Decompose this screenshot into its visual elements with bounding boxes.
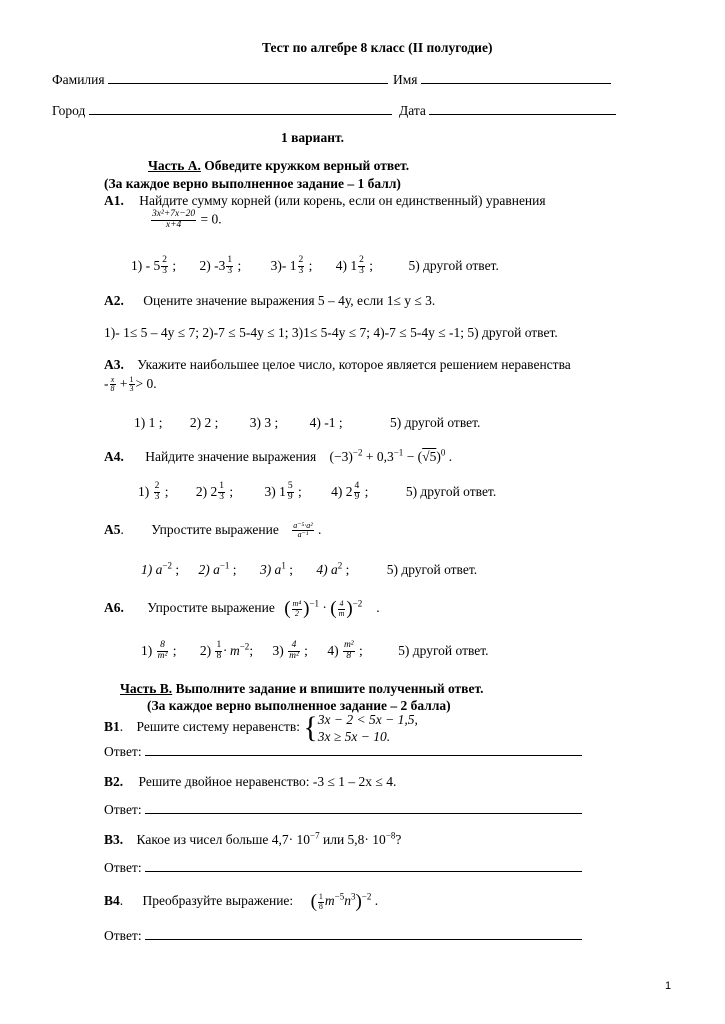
name-field[interactable] [421, 83, 611, 84]
task-text: Укажите наибольшее целое число, которое является решением неравенства [137, 357, 571, 372]
b3-answer-field[interactable] [145, 871, 582, 872]
a1-options [131, 256, 499, 277]
b1-answer-row [104, 744, 582, 760]
option-4[interactable]: 4) 1 $\frac{2}{3}$ ; [335, 255, 374, 276]
part-b-instruction: Выполните задание и впишите полученный ответ. [172, 681, 484, 696]
task-text: Найдите сумму корней (или корень, если он единственный) уравнения [139, 193, 546, 208]
option-1[interactable]: 1) $\frac{2}{3}$ ; [138, 481, 169, 502]
part-a-scoring: (За каждое верно выполненное задание – 1 балл) [104, 176, 401, 191]
task-a3 [104, 357, 571, 373]
a3-options [134, 415, 480, 431]
test-title: Тест по алгебре 8 класс (II полугодие) [262, 40, 493, 55]
option-4[interactable]: 4) 2 $\frac{4}{9}$ ; [331, 481, 369, 502]
task-a5: А5. Упростите выражение $\frac{\text{a⁻⁵·a²}}{\text{a⁻¹}}$ . [104, 521, 322, 540]
option-1[interactable]: 1) 1 ; [134, 415, 163, 430]
task-b3 [104, 832, 401, 848]
a3-inequality: - $\frac{x}{8}$ + $\frac{1}{3}$ > 0. [104, 375, 157, 394]
system-brace: { [303, 711, 318, 744]
task-label: А3. [104, 357, 124, 372]
option-5[interactable]: 5) другой ответ. [386, 562, 478, 577]
name-row [393, 72, 611, 88]
task-text: Решите двойное неравенство: -3 ≤ 1 – 2х ≤ 4. [138, 774, 397, 789]
option-3[interactable]: 3) $\frac{4}{\text{m²}}$ ; [272, 640, 308, 661]
surname-row [52, 72, 388, 88]
a4-expression: $(-3)^{-2} + 0,3^{-1} - (√5)^0$ . [329, 447, 453, 464]
task-text: Преобразуйте выражение: [142, 893, 294, 909]
city-label: Город [52, 103, 86, 118]
a4-options [138, 482, 496, 503]
option-2[interactable]: 2) 2 $\frac{1}{3}$ ; [195, 481, 234, 502]
surname-label: Фамилия [52, 72, 105, 87]
option-3[interactable]: 3) 1 $\frac{5}{9}$ ; [264, 481, 302, 502]
task-a2 [104, 293, 435, 309]
date-label: Дата [399, 103, 426, 118]
option-5[interactable]: 5) другой ответ. [390, 415, 481, 430]
option-2[interactable]: 2) 2 ; [189, 415, 219, 430]
b2-answer-field[interactable] [145, 813, 582, 814]
part-b-scoring: (За каждое верно выполненное задание – 2 балла) [147, 698, 451, 713]
b4-expression: ( $\frac{1}{8}$ $m^{-5}n^3)^{-2}$ . [310, 891, 379, 912]
date-row [399, 103, 616, 119]
task-label: А6. [104, 600, 124, 616]
task-label: А5 [104, 522, 121, 537]
part-b-title [120, 681, 483, 697]
option-2[interactable]: 2) -3 $\frac{1}{3}$ ; [199, 255, 242, 276]
task-b4: В4. Преобразуйте выражение: ( $\frac{1}{8}$ $m^{-5}n^3)^{-2}$ . [104, 891, 379, 912]
option-3[interactable]: 3)- 1 $\frac{2}{3}$ ; [270, 255, 313, 276]
a5-options [141, 562, 477, 578]
option-1[interactable]: 1) $a^{-2}$ ; [141, 560, 180, 577]
task-text: Какое из чисел больше $4,7\cdot 10^{-7}$ или $5,8\cdot 10^{-8}$? [136, 830, 402, 847]
answer-label: Ответ: [104, 860, 142, 875]
task-label: А1. [104, 193, 124, 208]
task-text: Найдите значение выражения [145, 449, 317, 464]
task-a6 [104, 598, 380, 620]
equation-fraction: $\frac{\text{3x²+7x−20}}{x+4}$ [152, 209, 196, 230]
option-5[interactable]: 5) другой ответ. [405, 483, 497, 499]
task-text: Упростите выражение [151, 522, 279, 537]
system-inequalities: 3x − 2 < 5x − 1,5, 3x ≥ 5x − 10. [317, 712, 418, 744]
task-text: Упростите выражение [147, 600, 275, 616]
option-5[interactable]: 5) другой ответ. [408, 257, 499, 273]
option-4[interactable]: 4) -1 ; [309, 415, 343, 430]
option-3[interactable]: 3) $a^1$ ; [259, 560, 293, 577]
task-label: В3. [104, 832, 124, 847]
variant-title: 1 вариант. [281, 130, 344, 145]
option-1[interactable]: 1) $\frac{8}{\text{m²}}$ ; [141, 640, 177, 661]
option-4[interactable]: 4) $\frac{\text{m²}}{8}$ ; [327, 640, 363, 661]
a2-options[interactable]: 1)- 1≤ 5 – 4у ≤ 7; 2)-7 ≤ 5-4у ≤ 1; 3)1≤ 5-4у ≤ 7; 4)-7 ≤ 5-4у ≤ -1; 5) другой ответ. [104, 325, 558, 340]
option-1[interactable]: 1) - 5 $\frac{2}{3}$ ; [131, 255, 177, 276]
task-text: Оцените значение выражения 5 – 4у, если 1≤ у ≤ 3. [143, 293, 436, 308]
option-4[interactable]: 4) $a^2$ ; [316, 560, 350, 577]
answer-label: Ответ: [104, 802, 142, 817]
task-text: Решите систему неравенств: [136, 719, 300, 735]
task-label: В4 [104, 893, 120, 909]
city-row [52, 103, 392, 119]
b4-answer-field[interactable] [145, 939, 582, 940]
option-2[interactable]: 2) $\frac{1}{8}$ · $m^{-2}$; [199, 640, 254, 661]
answer-label: Ответ: [104, 744, 142, 759]
page-number: 1 [665, 980, 672, 992]
task-b2 [104, 774, 396, 790]
a1-equation: $\frac{\text{3x²+7x−20}}{x+4}$ = 0. [152, 209, 222, 230]
answer-label: Ответ: [104, 928, 142, 943]
task-b1: В1. Решите систему неравенств: { 3x − 2 < 5x − 1,5, 3x ≥ 5x − 10. [104, 711, 418, 744]
city-field[interactable] [89, 114, 392, 115]
a5-fraction: $\frac{\text{a⁻⁵·a²}}{\text{a⁻¹}}$ [293, 521, 313, 540]
part-a-title [148, 158, 409, 174]
task-label: В1 [104, 719, 120, 735]
task-a1 [104, 193, 546, 209]
surname-field[interactable] [108, 83, 388, 84]
date-field[interactable] [429, 114, 616, 115]
b4-answer-row [104, 928, 582, 944]
task-label: В2. [104, 774, 124, 789]
task-label: А4. [104, 449, 124, 464]
a6-options [141, 641, 489, 662]
b2-answer-row [104, 802, 582, 818]
task-label: А2. [104, 293, 124, 308]
part-a-instruction: Обведите кружком верный ответ. [200, 158, 410, 173]
name-label: Имя [393, 72, 418, 87]
part-b-label: Часть В. [120, 681, 173, 696]
option-2[interactable]: 2) $a^{-1}$ ; [198, 560, 237, 577]
a6-expression: ( $\frac{\text{m⁴}}{2}$ )$^{-1}$ · ( $\frac{4}{m}$ )$^{-2}$ . [284, 598, 380, 619]
b3-answer-row [104, 860, 582, 876]
part-a-label: Часть А. [148, 158, 201, 173]
b1-answer-field[interactable] [145, 755, 582, 756]
option-5[interactable]: 5) другой ответ. [398, 642, 489, 658]
option-3[interactable]: 3) 3 ; [249, 415, 279, 430]
task-a4 [104, 449, 452, 465]
